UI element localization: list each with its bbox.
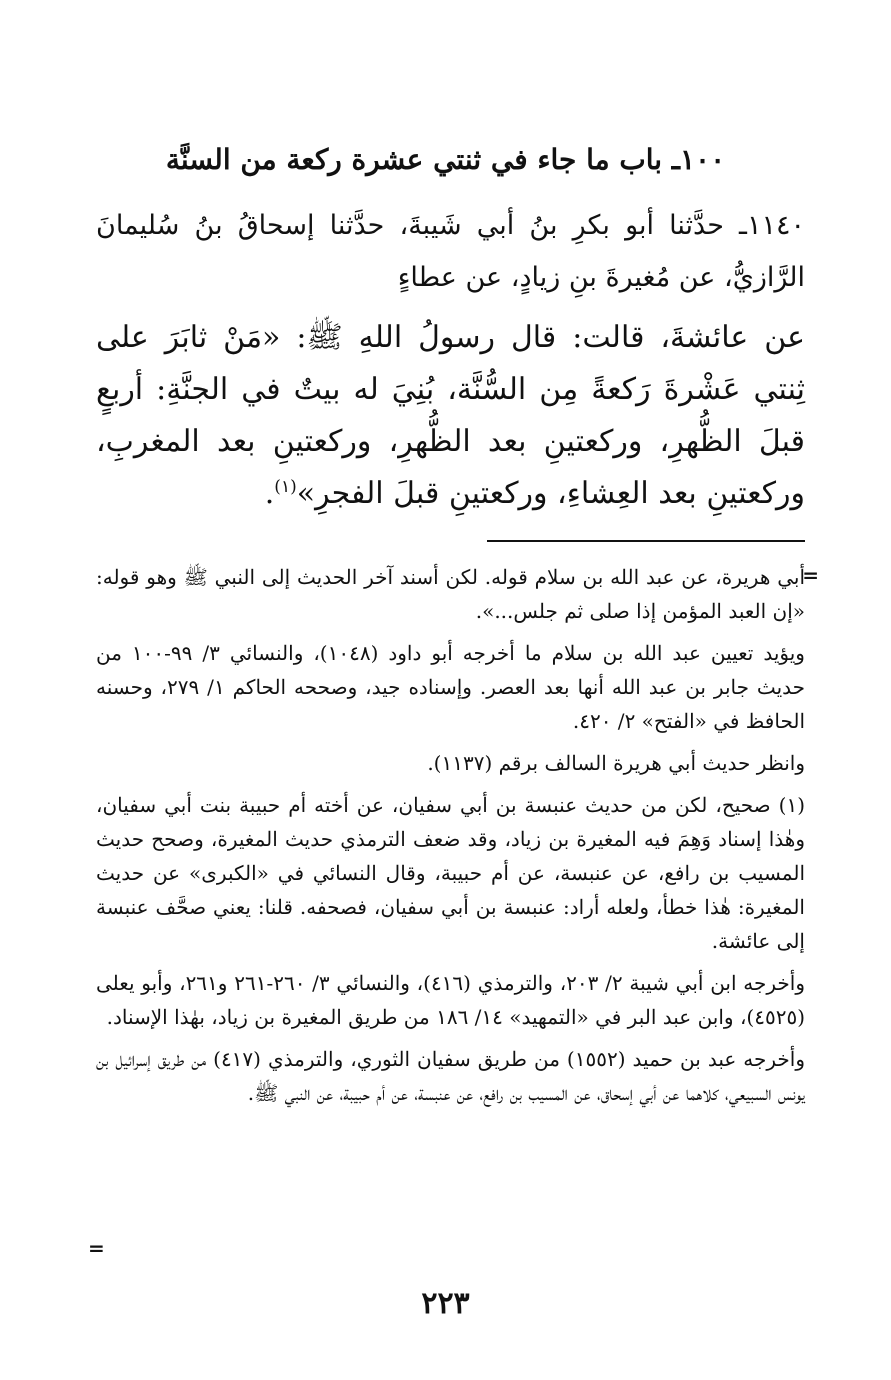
chapter-title: ١٠٠ـ باب ما جاء في ثنتي عشرة ركعة من السنَّة bbox=[165, 143, 726, 176]
hadith-isnad bbox=[96, 200, 805, 304]
matn-paragraph bbox=[96, 312, 805, 520]
footnote-paragraph: وانظر حديث أبي هريرة السالف برقم (١١٣٧). bbox=[427, 751, 805, 775]
footnote-paragraph: وأخرجه ابن أبي شيبة ٢/ ٢٠٣، والترمذي (٤١٦)، والنسائي ٣/ ٢٦٠-٢٦١ و٢٦١، وأبو يعلى (٤٥٢٥)، وابن عبد البر في «التمهيد» ١٤/ ١٨٦ من طريق المغيرة بن زياد، بهٰذا الإسناد. bbox=[96, 971, 805, 1029]
footnote-reference[interactable]: (١) bbox=[274, 477, 297, 497]
footnote-paragraph: وأخرجه عبد بن حميد (١٥٥٢) من طريق سفيان الثوري، والترمذي (٤١٧) من طريق إسرائيل بن يونس السبيعي، كلاهما عن أبي إسحاق، عن المسيب بن رافع، عن عنبسة، عن أم حبيبة، عن النبي ﷺ. bbox=[96, 1047, 806, 1105]
footnote-paragraph: (١) صحيح، لكن من حديث عنبسة بن أبي سفيان، عن أخته أم حبيبة بنت أبي سفيان، وهٰذا إسناد وَهِمَ فيه المغيرة بن زياد، وقد ضعف الترمذي حديث المغيرة، وصحح حديث المسيب بن رافع، عن عنبسة، عن أم حبيبة، وقال النسائي في «الكبرى» عن حديث المغيرة: هٰذا خطأ، ولعله أراد: عنبسة بن أبي سفيان، فصحفه. قلنا: يعني صحَّف عنبسة إلى عائشة. bbox=[96, 793, 805, 953]
isnad-text: ١١٤٠ـ حدَّثنا أبو بكرِ بنُ أبي شَيبةَ، حدَّثنا إسحاقُ بنُ سُليمانَ الرَّازيُّ، عن مُغيرةَ بنِ زيادٍ، عن عطاءٍ bbox=[96, 210, 805, 293]
page-number: ٢٢٣ bbox=[421, 1286, 470, 1321]
matn-end-punct: . bbox=[264, 476, 275, 511]
hadith-matn bbox=[96, 312, 805, 520]
footnote-paragraph: ويؤيد تعيين عبد الله بن سلام ما أخرجه أبو داود (١٠٤٨)، والنسائي ٣/ ٩٩-١٠٠ من حديث جابر بن عبد الله أنها بعد العصر. وإسناده جيد، وصححه الحاكم ١/ ٢٧٩، وحسنه الحافظ في «الفتح» ٢/ ٤٢٠. bbox=[96, 641, 805, 733]
footnote-continuation-mark-bottom: = bbox=[88, 1236, 105, 1260]
matn-text: عن عائشةَ، قالت: قال رسولُ اللهِ ﷺ: «مَنْ ثابَرَ على ثِنتي عَشْرةَ رَكعةً مِن السُّنَّة، بُنِيَ له بيتٌ في الجنَّةِ: أربعٍ قبلَ الظُّهرِ، وركعتينِ بعد الظُّهرِ، وركعتينِ بعد المغربِ، وركعتينِ بعد العِشاءِ، وركعتينِ قبلَ الفجرِ» bbox=[96, 320, 805, 511]
footnote-paragraph: أبي هريرة، عن عبد الله بن سلام قوله. لكن أسند آخر الحديث إلى النبي ﷺ وهو قوله: «إن العبد المؤمن إذا صلى ثم جلس...». bbox=[96, 565, 805, 623]
footnotes bbox=[96, 560, 805, 1118]
footnote-separator bbox=[487, 540, 805, 542]
footnote-continuation-mark-top: = bbox=[802, 563, 819, 587]
